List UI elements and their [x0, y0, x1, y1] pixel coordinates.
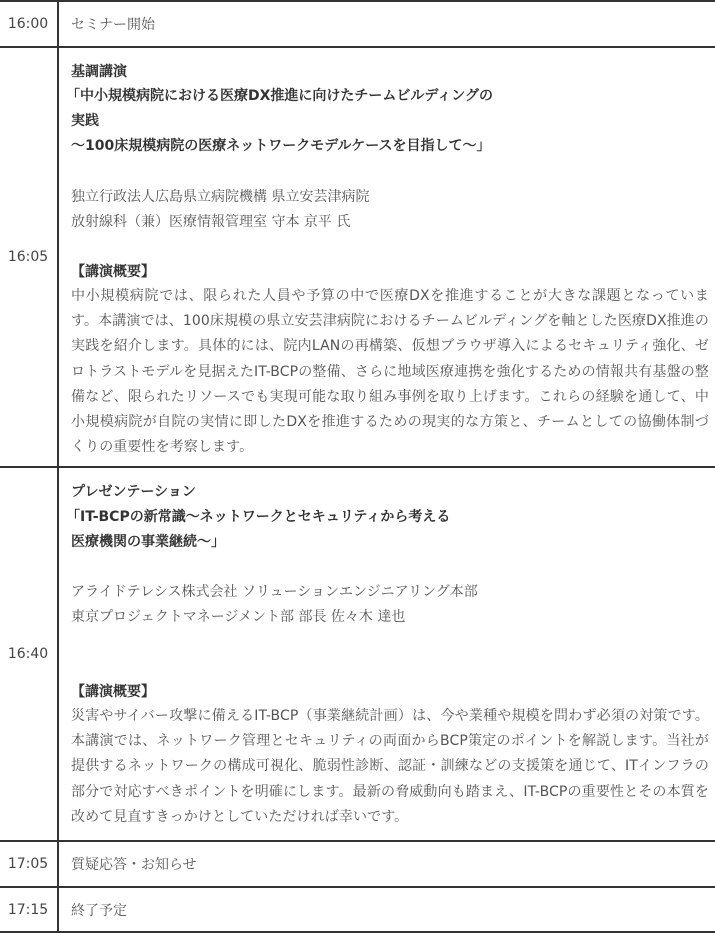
- content-cell: [66, 48, 709, 466]
- session-title: 「IT-BCPの新常識～ネットワークとセキュリティから考える: [66, 509, 451, 525]
- overview-text: 中小規模病院では、限られた人員や予算の中で医療DXを推進することが大きな課題となっています。本講演では、100床規模の県立安芸津病院におけるチームビルディングを軸とした医療DX推進の実践を紹介します。具体的には、院内LANの再構築、仮想ブラウザ導入によるセキュリティ強化、ゼロトラストモデルを見据えたIT-BCPの整備、さらに地域医療連携を強化するための情報共有基盤の整備など、限られたリソースでも実現可能な取り組み事例を取り上げます。これらの経験を通して、中小規模病院が自院の実情に即したDXを推進するための現実的な方策と、チームとしての協働体制づくりの重要性を考察します。: [71, 288, 709, 456]
- agenda-item-text: セミナー開始: [71, 17, 155, 33]
- content-cell: [66, 468, 709, 840]
- session-title: 医療機関の事業継続～」: [71, 534, 225, 550]
- time-cell: 17:15: [0, 888, 59, 931]
- session-title: ～100床規模病院の医療ネットワークモデルケースを目指して～」: [71, 138, 491, 154]
- time-cell: 16:05: [0, 48, 59, 466]
- session-title: 実践: [71, 113, 99, 129]
- schedule-row: [0, 842, 715, 888]
- agenda-item-text: 終了予定: [71, 902, 127, 919]
- content-cell: [71, 842, 709, 886]
- session-type: 基調講演: [71, 64, 127, 80]
- schedule-row: [0, 2, 715, 48]
- schedule-row: [0, 888, 715, 933]
- agenda-item-text: 質疑応答・お知らせ: [71, 857, 197, 873]
- speaker-affiliation: 独立行政法人広島県立病院機構 県立安芸津病院: [71, 189, 370, 205]
- schedule-row: [0, 48, 715, 468]
- time-cell: 16:00: [0, 2, 59, 46]
- content-cell: [71, 888, 709, 931]
- overview-text: 災害やサイバー攻撃に備えるIT-BCP（事業継続計画）は、今や業種や規模を問わず必須の対策です。本講演では、ネットワーク管理とセキュリティの両面からBCP策定のポイントを解説します。当社が提供するネットワークの構成可視化、脆弱性診断、認証・訓練などの支援策を通じて、ITインフラの部分で対応すべきポイントを明確にします。最新の脅威動向も踏まえ、IT-BCPの重要性とその本質を改めて見直すきっかけとしていただければ幸いです。: [71, 708, 709, 825]
- speaker-affiliation: アライドテレシス株式会社 ソリューションエンジニアリング本部: [71, 584, 478, 600]
- speaker-name: 放射線科（兼）医療情報管理室 守本 京平 氏: [71, 214, 351, 230]
- speaker-name: 東京プロジェクトマネージメント部 部長 佐々木 達也: [71, 609, 406, 625]
- schedule-row: [0, 468, 715, 842]
- session-type: プレゼンテーション: [71, 484, 196, 500]
- overview-heading: 【講演概要】: [71, 264, 155, 280]
- time-cell: 17:05: [0, 842, 59, 886]
- session-title: 「中小規模病院における医療DX推進に向けたチームビルディングの: [66, 88, 494, 104]
- overview-heading: 【講演概要】: [71, 684, 155, 700]
- content-cell: [71, 2, 709, 46]
- time-cell: 16:40: [0, 468, 59, 840]
